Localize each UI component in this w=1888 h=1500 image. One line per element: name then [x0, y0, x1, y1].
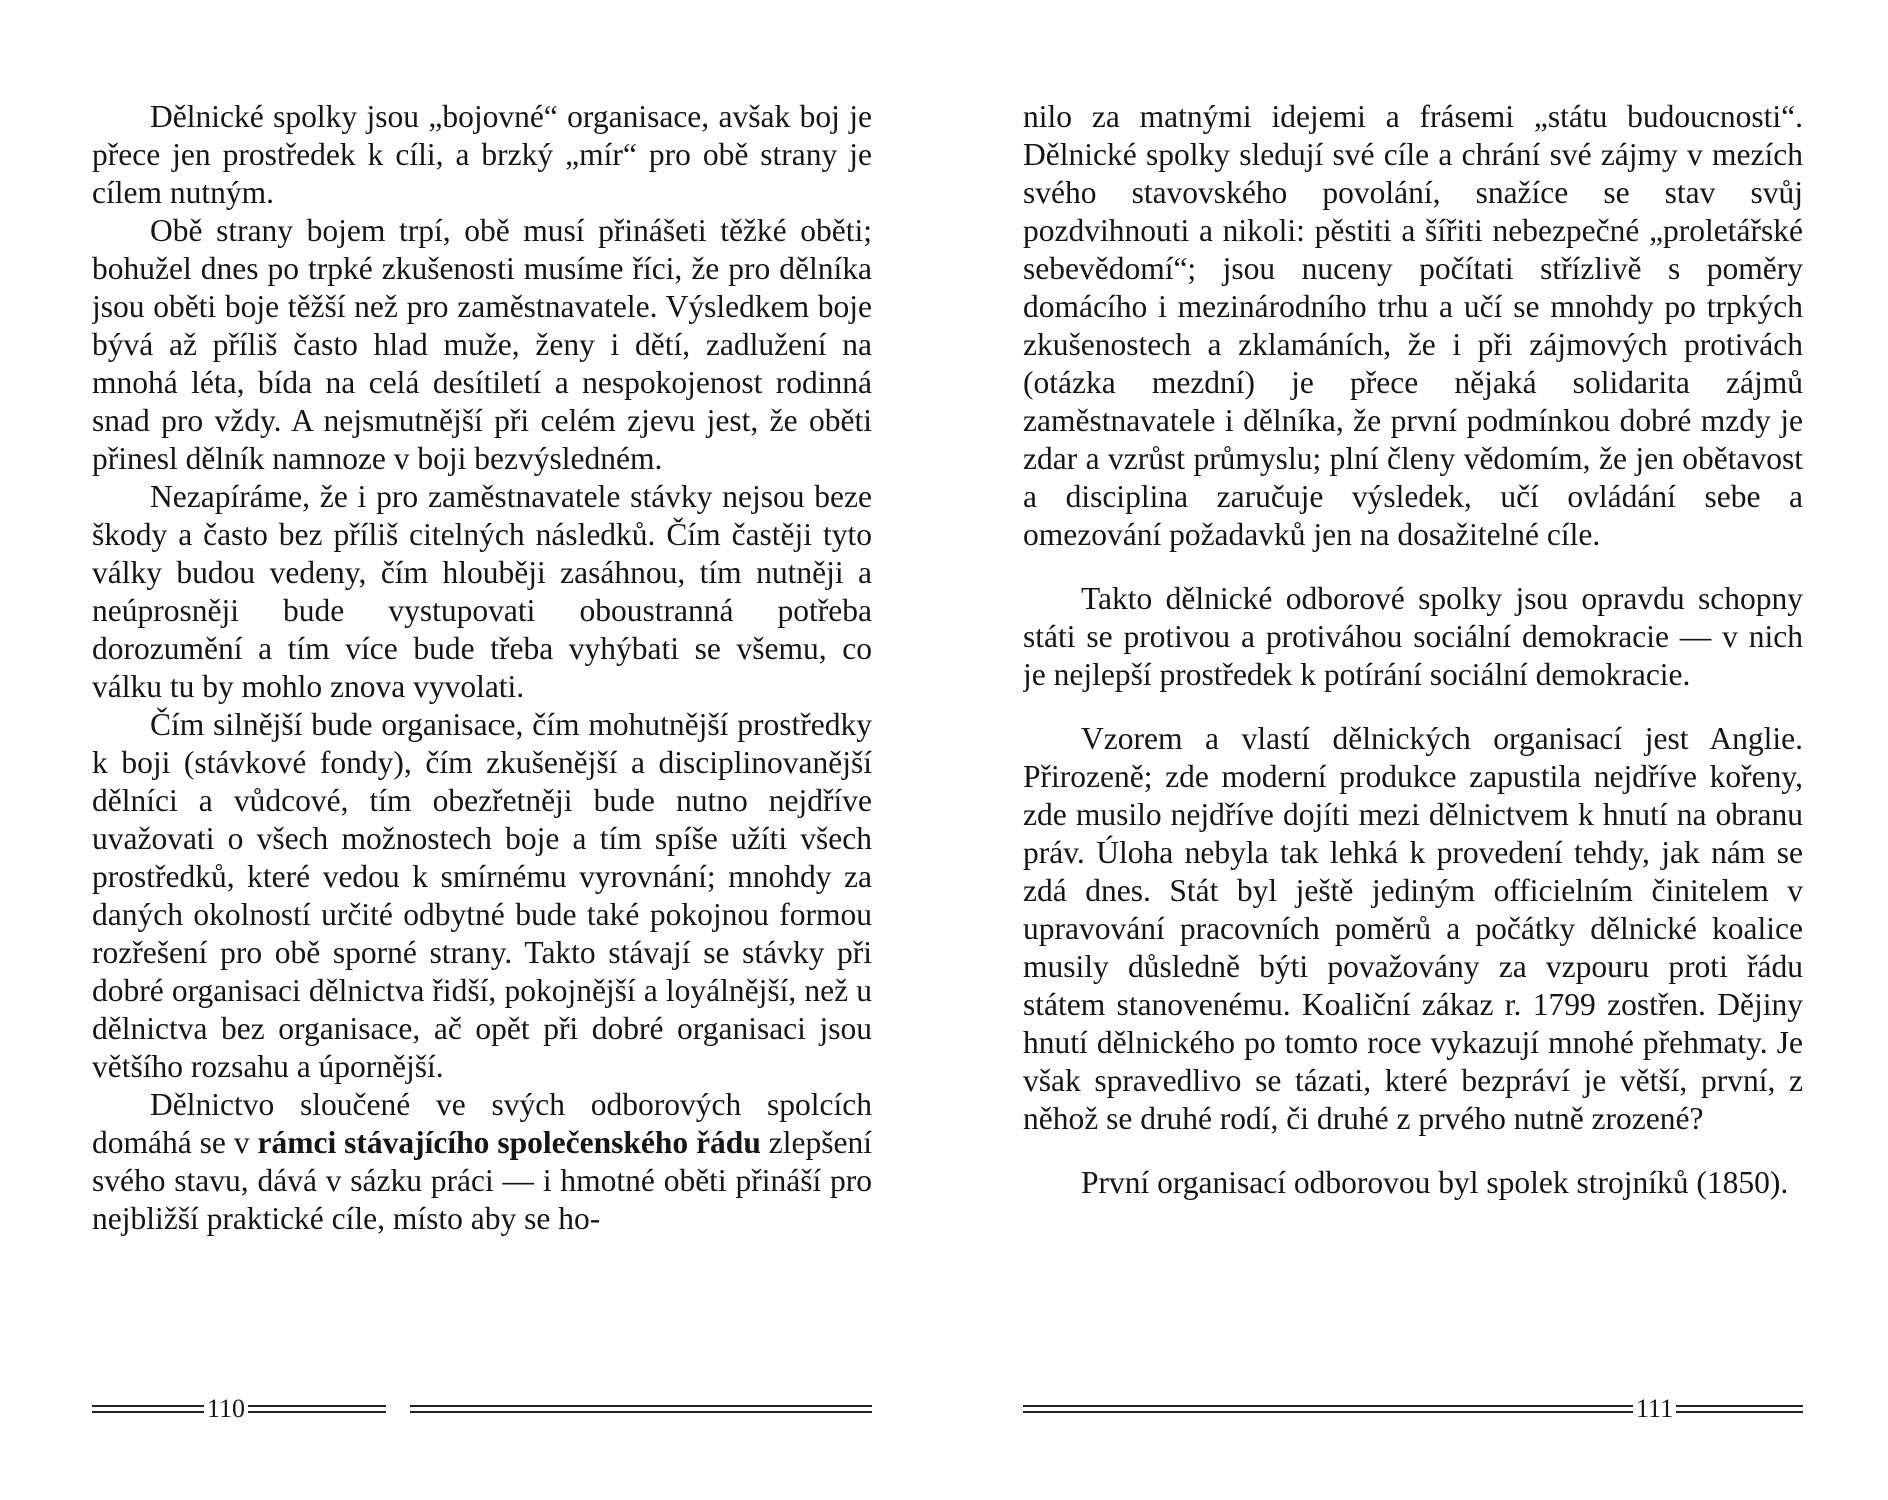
- page-number: 111: [1636, 1394, 1674, 1423]
- right-page-text: [1023, 98, 1803, 1370]
- footer-rule: [1023, 1405, 1633, 1413]
- paragraph: Obě strany bojem trpí, obě musí přinášeti těžké oběti; bohužel dnes po trpké zkušenosti musíme říci, že pro dělníka jsou oběti boje těžší než pro zaměstnavatele. Výsledkem boje bývá až příliš často hlad muže, ženy i dětí, zadlužení na mnohá léta, bída na celá desítiletí a nespokojenost rodinná snad pro vždy. A nejsmutnější při celém zjevu jest, že oběti přinesl dělník namnoze v boji bezvýsledném.: [92, 213, 872, 476]
- paragraph: Dělnické spolky jsou „bojovné“ organisace, avšak boj je přece jen prostředek k cíli, a brzký „mír“ pro obě strany je cílem nutným.: [92, 99, 872, 210]
- right-page: [1023, 98, 1803, 1428]
- left-page-text: [92, 98, 872, 1370]
- paragraph: Takto dělnické odborové spolky jsou opravdu schopny státi se protivou a protiváhou sociální demokracie — v nich je nejlepší prostředek k potírání sociální demokracie.: [1023, 581, 1803, 692]
- footer-rule: [92, 1405, 204, 1413]
- page-footer: [92, 1390, 872, 1428]
- page-footer: [1023, 1390, 1803, 1428]
- paragraph: Čím silnější bude organisace, čím mohutnější prostředky k boji (stávkové fondy), čím zkušenější a disciplinovanější dělníci a vůdcové, tím obezřetněji bude nutno nejdříve uvažovati o všech možnostech boje a tím spíše užíti všech prostředků, které vedou k smírnému vyrovnání; mnohdy za daných okolností určité odbytné bude také pokojnou formou rozřešení pro obě sporné strany. Takto stávají se stávky při dobré organisaci dělnictva řidší, pokojnější a loyálnější, než u dělnictva bez organisace, ač opět při dobré organisaci jsou většího rozsahu a úpornější.: [92, 707, 872, 1084]
- paragraph: První organisací odborovou byl spolek strojníků (1850).: [1081, 1165, 1789, 1200]
- emphasized-phrase: rámci stávajícího společenského řádu: [257, 1125, 761, 1160]
- paragraph: Vzorem a vlastí dělnických organisací jest Anglie. Přirozeně; zde moderní produkce zapustila nejdříve kořeny, zde musilo nejdříve dojíti mezi dělnictvem k hnutí na obranu práv. Úloha nebyla tak lehká k provedení tehdy, jak nám se zdá dnes. Stát byl ještě jediným officielním činitelem v upravování pracovních poměrů a počátky dělnické koalice musily důsledně býti považovány za vzpouru proti řádu státem stanovenému. Koaliční zákaz r. 1799 zostřen. Dějiny hnutí dělnického po tomto roce vykazují mnohé přehmaty. Je však spravedlivo se tázati, které bezpráví je větší, první, z něhož se druhé rodí, či druhé z prvého nutně zrozené?: [1023, 721, 1803, 1136]
- paragraph-continued: nilo za matnými idejemi a frásemi „státu budoucnosti“. Dělnické spolky sledují své cíle a chrání své zájmy v mezích svého stavovského povolání, snažíce se stav svůj pozdvihnouti a nikoli: pěstiti a šířiti nebezpečné „proletářské sebevědomí“; jsou nuceny počítati střízlivě s poměry domácího i mezinárodního trhu a učí se mnohdy po trpkých zkušenostech a zklamáních, že i při zájmových protivách (otázka mezdní) je přece nějaká solidarita zájmů zaměstnavatele i dělníka, že první podmínkou dobré mzdy je zdar a vzrůst průmyslu; plní členy vědomím, že jen obětavost a disciplina zaručuje výsledek, učí ovládání sebe a omezování požadavků jen na dosažitelné cíle.: [1023, 99, 1803, 552]
- footer-rule: [248, 1405, 386, 1413]
- text-run: Dělnictvo sloučené ve svých odborových spolcích domáhá se v: [92, 1087, 872, 1160]
- text-run: zlepšení svého stavu, dává v sázku práci — i hmotné oběti přináší pro nejbližší praktické cíle, místo aby se ho-: [92, 1125, 872, 1236]
- paragraph-last: [92, 1086, 872, 1238]
- left-page: [92, 98, 872, 1428]
- page-number: 110: [207, 1394, 246, 1423]
- footer-rule: [410, 1405, 872, 1413]
- paragraph: Nezapíráme, že i pro zaměstnavatele stávky nejsou beze škody a často bez příliš citelných následků. Čím častěji tyto války budou vedeny, čím hlouběji zasáhnou, tím nutněji a neúprosněji bude vystupovati oboustranná potřeba dorozumění a tím více bude třeba vyhýbati se všemu, co válku tu by mohlo znova vyvolati.: [92, 479, 872, 704]
- footer-rule: [1676, 1405, 1803, 1413]
